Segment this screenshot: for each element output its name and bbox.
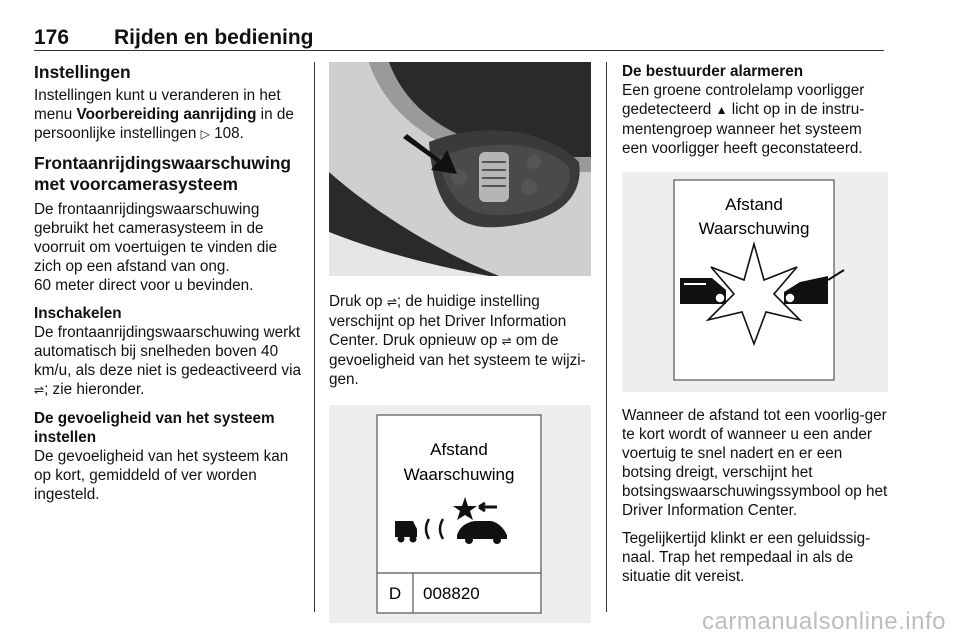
paragraph-brake: Tegelijkertijd klinkt er een geluidssig-naal. Trap het rempedaal in als de situatie dit vereist. (622, 530, 871, 585)
paragraph-activate (34, 323, 302, 400)
fig-code-number: 008820 (423, 584, 480, 603)
column-divider (606, 62, 607, 612)
page-ref-number[interactable]: 108. (209, 125, 244, 142)
heading-sensitivity: De gevoeligheid van het systeem instellen (34, 410, 275, 446)
heading-activate: Inschakelen (34, 305, 122, 322)
paragraph-fcw: De frontaanrijdingswaarschuwing gebruikt het camerasysteem in de voorruit om voertuigen te vinden die zich op een afstand van ong. (34, 201, 278, 275)
text: ; de huidige instelling verschijnt op het Driver Information Center. Druk opnieuw op (329, 293, 567, 349)
text: ; zie hieronder. (44, 381, 145, 398)
text: De frontaanrijdingswaarschuwing werkt automatisch bij snelheden boven 40 km/u, als deze niet is gedeactiveerd via (34, 324, 301, 379)
column-middle (329, 62, 591, 623)
dic-collision-alert-figure (622, 172, 888, 392)
paragraph-fcw-distance: 60 meter direct voor u bevinden. (34, 277, 254, 294)
page-ref-icon[interactable]: ▷ (200, 127, 210, 141)
watermark: carmanualsonline.info (702, 608, 946, 635)
vehicle-ahead-distance-icon[interactable]: ⇌ (501, 334, 512, 348)
paragraph-alert-driver (622, 81, 888, 158)
heading-fcw: Frontaanrijdingswaarschuwing met voorcamerasysteem (34, 153, 292, 194)
fig-code-letter: D (388, 584, 402, 603)
column-right (622, 62, 888, 586)
vehicle-ahead-distance-icon: ⇌ (34, 383, 45, 397)
text: in de persoonlijke instellingen (34, 106, 294, 142)
column-divider (314, 62, 315, 612)
text: Instellingen kunt u veranderen in het menu (34, 87, 281, 123)
paragraph-press-button (329, 292, 591, 389)
vehicle-ahead-distance-icon[interactable]: ⇌ (386, 295, 397, 309)
text: Een groene controlelamp voorligger gedetecteerd (622, 82, 865, 118)
text: licht op in de instru-mentengroep wanneer het systeem een voorligger heeft geconstateerd. (622, 101, 865, 157)
heading-alert-driver: De bestuurder alarmeren (622, 63, 804, 80)
dic-sensitivity-figure (329, 405, 591, 623)
vehicle-ahead-icon: ▲ (715, 103, 728, 117)
steering-wheel-image (329, 62, 591, 276)
fig-title-line2: Waarschuwing (698, 219, 810, 238)
fig-title-line1: Afstand (725, 195, 783, 214)
fig-title-line1: Afstand (430, 440, 488, 459)
paragraph-settings (34, 86, 302, 144)
text: Druk op (329, 293, 387, 310)
page-header (34, 20, 884, 51)
chapter-title: Rijden en bediening (114, 26, 314, 49)
text: om de gevoeligheid van het systeem te wijzi-gen. (329, 332, 586, 388)
column-left (34, 62, 302, 504)
page-number: 176 (34, 26, 70, 49)
heading-settings: Instellingen (34, 62, 131, 82)
fig-title-line2: Waarschuwing (403, 465, 515, 484)
menu-link-voorbereiding[interactable]: Voorbereiding aanrijding (76, 106, 257, 123)
paragraph-sensitivity: De gevoeligheid van het systeem kan op kort, gemiddeld of ver worden ingesteld. (34, 448, 289, 503)
paragraph-collision-warning: Wanneer de afstand tot een voorlig-ger te kort wordt of wanneer u een ander voertuig te snel nadert en er een botsing dreigt, verschijnt het botsingswaarschuwingssymbool op het Driver Information Center. (622, 407, 888, 519)
